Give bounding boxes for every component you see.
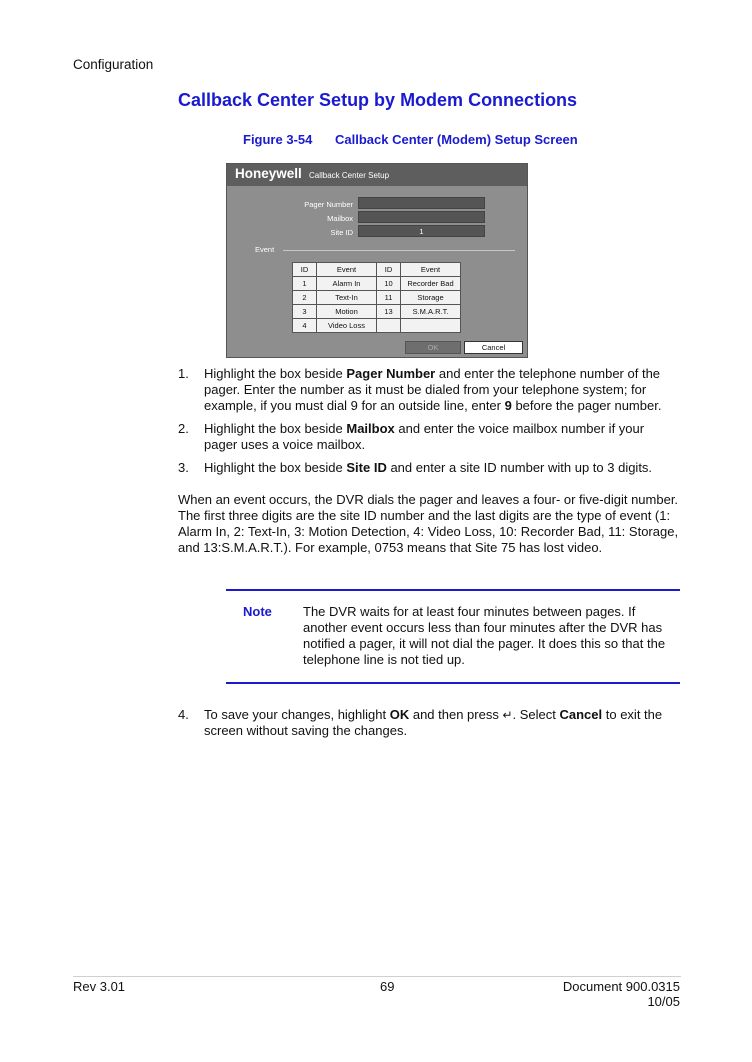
table-header: Event (401, 263, 461, 277)
step-emphasis: Pager Number (346, 366, 436, 381)
table-header: ID (293, 263, 317, 277)
step-number: 4. (178, 707, 189, 722)
ok-button[interactable]: OK (405, 341, 461, 354)
step-number: 3. (178, 460, 189, 475)
table-cell: Alarm In (317, 277, 377, 291)
table-cell (401, 319, 461, 333)
step-emphasis: 9 (504, 398, 512, 413)
table-cell: Recorder Bad (401, 277, 461, 291)
step-text (204, 421, 679, 453)
step-emphasis: Cancel (559, 707, 603, 722)
step-text-run: . Select (512, 707, 560, 722)
event-table (292, 262, 461, 333)
cancel-button[interactable]: Cancel (464, 341, 523, 354)
step-text (204, 460, 679, 476)
event-section-label: Event (255, 245, 275, 254)
step-text-run: Highlight the box beside (204, 366, 347, 381)
footer-revision: Rev 3.01 (73, 979, 126, 994)
dvr-setup-screen (226, 163, 528, 358)
mailbox-label: Mailbox (327, 214, 353, 223)
table-cell: Text-In (317, 291, 377, 305)
step-text-run: and enter the voice mailbox number if your pager uses a voice mailbox. (204, 421, 645, 452)
event-divider (283, 250, 515, 251)
table-row[interactable] (293, 277, 461, 291)
step-emphasis: Mailbox (346, 421, 395, 436)
note-label: Note (243, 604, 272, 619)
figure-caption (243, 132, 578, 147)
table-header: ID (377, 263, 401, 277)
table-cell (377, 319, 401, 333)
enter-key-icon: ↵ (502, 708, 513, 722)
step-emphasis: OK (389, 707, 410, 722)
table-cell: Video Loss (317, 319, 377, 333)
table-row[interactable] (293, 319, 461, 333)
step-text-run: and enter the telephone number of the pager. Enter the number as it must be dialed from your telephone system; for example, if you must dial 9 for an outside line, enter (204, 366, 661, 413)
table-cell: 11 (377, 291, 401, 305)
document-date: 10/05 (647, 994, 680, 1009)
running-header: Configuration (73, 57, 154, 72)
table-cell: Storage (401, 291, 461, 305)
page-number: 69 (380, 979, 395, 994)
step-text-run: Highlight the box beside (204, 421, 347, 436)
table-cell: 4 (293, 319, 317, 333)
table-cell: 2 (293, 291, 317, 305)
table-row[interactable] (293, 291, 461, 305)
table-cell: 3 (293, 305, 317, 319)
footer-document (563, 979, 680, 1009)
table-cell: 1 (293, 277, 317, 291)
site-id-field[interactable]: 1 (358, 225, 485, 237)
note-bottom-rule (226, 682, 680, 684)
site-id-label: Site ID (330, 228, 353, 237)
event-code-paragraph: When an event occurs, the DVR dials the pager and leaves a four- or five-digit number. The first three digits are the site ID number and the last digits are the type of event (1: Alarm In, 2: Text-In, 3: Motion Detection, 4: Video Loss, 10: Recorder Bad, 11: Storage, and 13:S.M.A.R.T.). For example, 0753 means that Site 75 has lost video. (178, 492, 679, 555)
step-text-run: To save your changes, highlight (204, 707, 390, 722)
note-text: The DVR waits for at least four minutes between pages. If another event occurs less than four minutes after the DVR has notified a pager, it will not dial the pager. It does this so that the telephone line is not tied up. (303, 604, 666, 667)
footer-rule (73, 976, 681, 977)
step-text-run: and then press (409, 707, 503, 722)
mailbox-field[interactable] (358, 211, 485, 223)
honeywell-logo: Honeywell (235, 166, 302, 181)
step-text-run: and enter a site ID number with up to 3 digits. (386, 460, 653, 475)
note-top-rule (226, 589, 680, 591)
dvr-screen-title: Callback Center Setup (309, 171, 390, 180)
step-text (204, 707, 679, 739)
document-number: Document 900.0315 (562, 979, 680, 994)
figure-number: Figure 3-54 (243, 132, 313, 147)
table-header-row (293, 263, 461, 277)
table-cell: S.M.A.R.T. (401, 305, 461, 319)
table-cell: 10 (377, 277, 401, 291)
step-text (204, 366, 679, 414)
step-number: 1. (178, 366, 189, 381)
step-emphasis: Site ID (346, 460, 387, 475)
table-row[interactable] (293, 305, 461, 319)
table-cell: 13 (377, 305, 401, 319)
step-number: 2. (178, 421, 189, 436)
step-text-run: Highlight the box beside (204, 460, 347, 475)
table-header: Event (317, 263, 377, 277)
step-text-run: to exit the screen without saving the changes. (204, 707, 663, 738)
pager-number-field[interactable] (358, 197, 485, 209)
pager-number-label: Pager Number (304, 200, 353, 209)
section-title: Callback Center Setup by Modem Connections (178, 90, 578, 110)
figure-title: Callback Center (Modem) Setup Screen (335, 132, 578, 147)
table-cell: Motion (317, 305, 377, 319)
dvr-titlebar (227, 164, 527, 186)
step-text-run: before the pager number. (511, 398, 662, 413)
